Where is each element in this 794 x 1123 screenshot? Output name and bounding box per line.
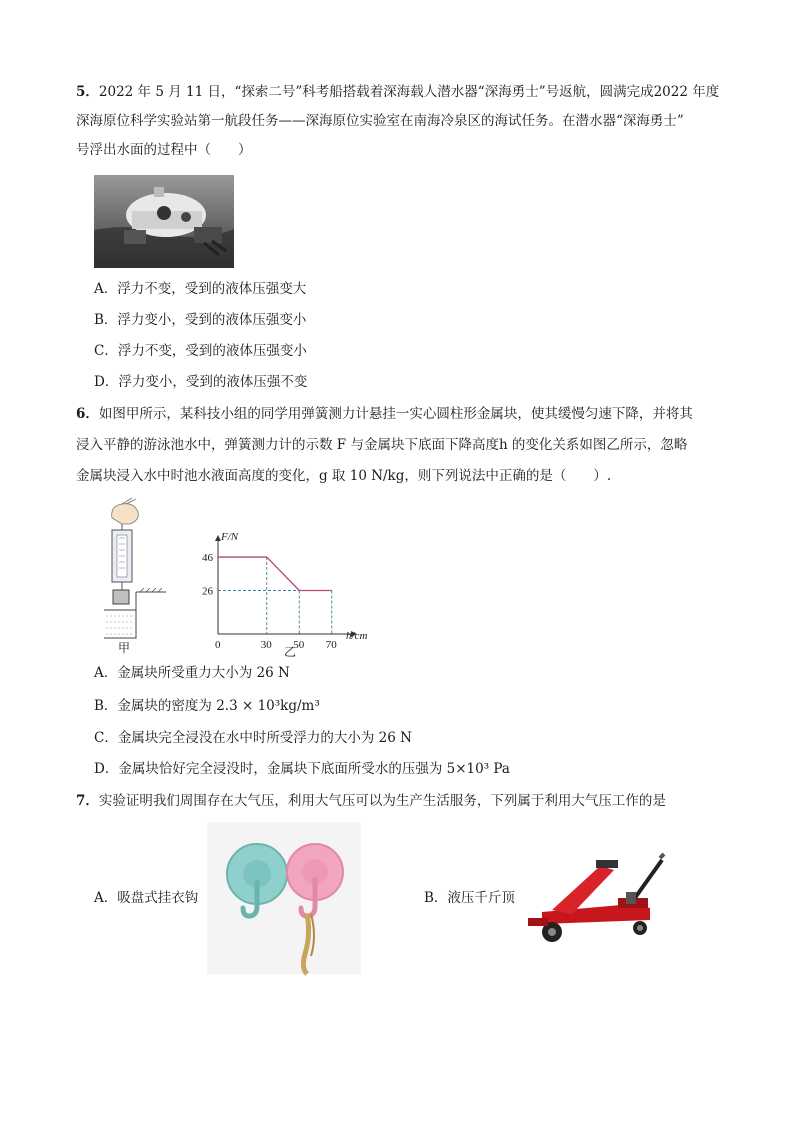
q6-line-3: 金属块浸入水中时池水液面高度的变化，g 取 10 N/kg，则下列说法中正确的是（ ）. <box>76 468 612 484</box>
q5-option-a[interactable]: A．浮力不变，受到的液体压强变大 <box>94 281 307 297</box>
q5-option-b[interactable]: B．浮力变小，受到的液体压强变小 <box>94 312 307 328</box>
y-tick-label: 26 <box>202 585 213 598</box>
force-curve <box>218 557 332 590</box>
figure-yi-caption: 乙 <box>284 645 297 659</box>
hydraulic-jack-photo <box>522 852 666 944</box>
y-axis-label: F/N <box>221 531 239 543</box>
figure-jia-caption: 甲 <box>118 641 131 655</box>
submersible-photo <box>94 175 234 268</box>
q6-option-d[interactable]: D．金属块恰好完全浸没时，金属块下底面所受水的压强为 5×10³ Pa <box>94 761 510 777</box>
q6-option-c[interactable]: C．金属块完全浸没在水中时所受浮力的大小为 26 N <box>94 730 412 746</box>
q5-number: 5． <box>76 84 99 100</box>
q7-number: 7． <box>76 793 99 809</box>
y-tick-label: 46 <box>202 552 213 565</box>
x-tick-label: 70 <box>325 639 337 651</box>
figure-jia-apparatus <box>100 498 170 658</box>
origin-label: 0 <box>215 639 221 651</box>
q5-line-3: 号浮出水面的过程中（ ） <box>76 142 252 158</box>
q7-line-1: 7．实验证明我们周围存在大气压，利用大气压可以为生产生活服务，下列属于利用大气压工作的是 <box>76 793 666 809</box>
q5-line-1: 5．2022 年 5 月 11 日，“探索二号”科考船搭载着深海载人潜水器“深海勇士”号返航，圆满完成2022 年度 <box>76 84 720 100</box>
q5-option-d[interactable]: D．浮力变小，受到的液体压强不变 <box>94 374 308 390</box>
q5-line-2: 深海原位科学实验站第一航段任务——深海原位实验室在南海冷泉区的海试任务。在潜水器“深海勇士” <box>76 113 684 129</box>
x-tick-label: 30 <box>260 639 272 651</box>
q6-option-b[interactable]: B．金属块的密度为 2.3 × 10³kg/m³ <box>94 698 320 714</box>
guide-lines <box>218 557 332 634</box>
q6-number: 6． <box>76 406 99 422</box>
figure-yi-chart <box>194 528 368 659</box>
q6-line-2: 浸入平静的游泳池水中，弹簧测力计的示数 F 与金属块下底面下降高度h 的变化关系如图乙所示，忽略 <box>76 437 688 453</box>
tick-labels <box>202 552 337 651</box>
suction-hook-photo <box>207 822 361 974</box>
x-tick-label: 50 <box>293 639 305 651</box>
x-axis-label: h/cm <box>346 630 368 642</box>
q6-option-a[interactable]: A．金属块所受重力大小为 26 N <box>94 665 290 681</box>
q5-option-c[interactable]: C．浮力不变，受到的液体压强变小 <box>94 343 307 359</box>
q7-option-a[interactable]: A．吸盘式挂衣钩 <box>94 890 199 906</box>
q7-option-b[interactable]: B．液压千斤顶 <box>424 890 515 906</box>
q6-line-1: 6．如图甲所示，某科技小组的同学用弹簧测力计悬挂一实心圆柱形金属块，使其缓慢匀速下降，并将其 <box>76 406 693 422</box>
